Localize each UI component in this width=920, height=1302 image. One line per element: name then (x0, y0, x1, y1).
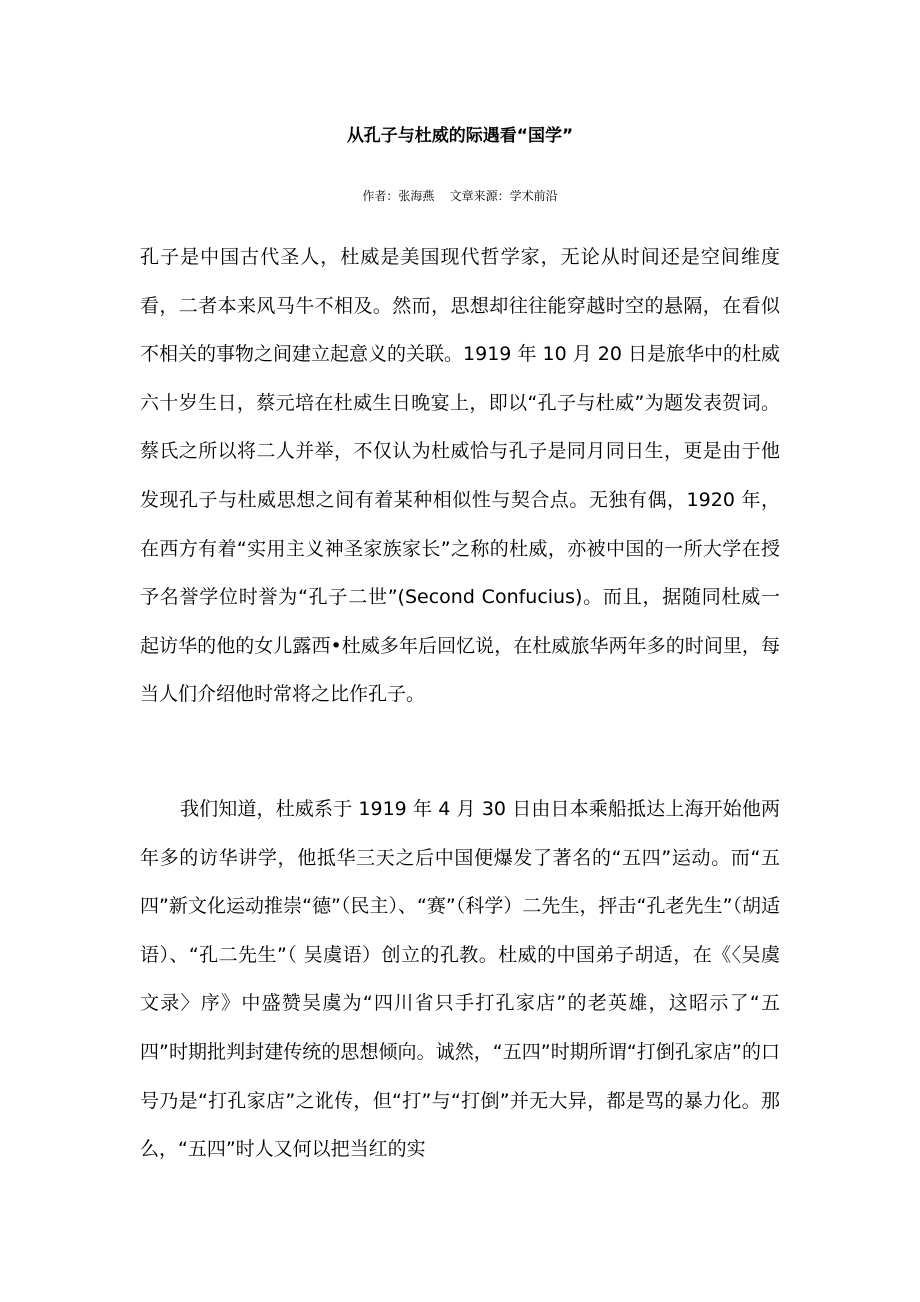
article-byline (0, 186, 920, 206)
article-title: 从孔子与杜威的际遇看“国学” (346, 126, 574, 146)
paragraph-2: 我们知道，杜威系于 1919 年 4 月 30 日由日本乘船抵达上海开始他两年多的访华讲学，他抵华三天之后中国便爆发了著名的“五四”运动。而“五四”新文化运动推崇“德”（民主）、“赛”（科学）二先生，抨击“孔老先生”（胡适语）、“孔二先生”（ 吴虞语）创立的孔教。杜威的中国弟子胡适，在《〈吴虞文录〉序》中盛赞吴虞为“四川省只手打孔家店”的老英雄，这昭示了“五四”时期批判封建传统的思想倾向。诚然，“五四”时期所谓“打倒孔家店”的口号乃是“打孔家店”之讹传，但“打”与“打倒”并无大异，都是骂的暴力化。那么，“五四”时人又何以把当红的实 (140, 798, 780, 1161)
source-credit: 文章来源：学术前沿 (449, 189, 558, 203)
byline-separator (434, 189, 449, 203)
paragraph-1: 孔子是中国古代圣人，杜威是美国现代哲学家，无论从时间还是空间维度看，二者本来风马牛不相及。然而，思想却往往能穿越时空的悬隔，在看似不相关的事物之间建立起意义的关联。1919 年 10 月 20 日是旅华中的杜威六十岁生日，蔡元培在杜威生日晚宴上，即以“孔子与杜威”为题发表贺词。蔡氏之所以将二人并举，不仅认为杜威恰与孔子是同月同日生，更是由于他发现孔子与杜威思想之间有着某种相似性与契合点。无独有偶，1920 年，在西方有着“实用主义神圣家族家长”之称的杜威，亦被中国的一所大学在授予名誉学位时誉为“孔子二世”(Second Confucius)。而且，据随同杜威一起访华的他的女儿露西•杜威多年后回忆说，在杜威旅华两年多的时间里，每当人们介绍他时常将之比作孔子。 (140, 246, 780, 706)
author-credit: 作者：张海燕 (362, 189, 435, 203)
